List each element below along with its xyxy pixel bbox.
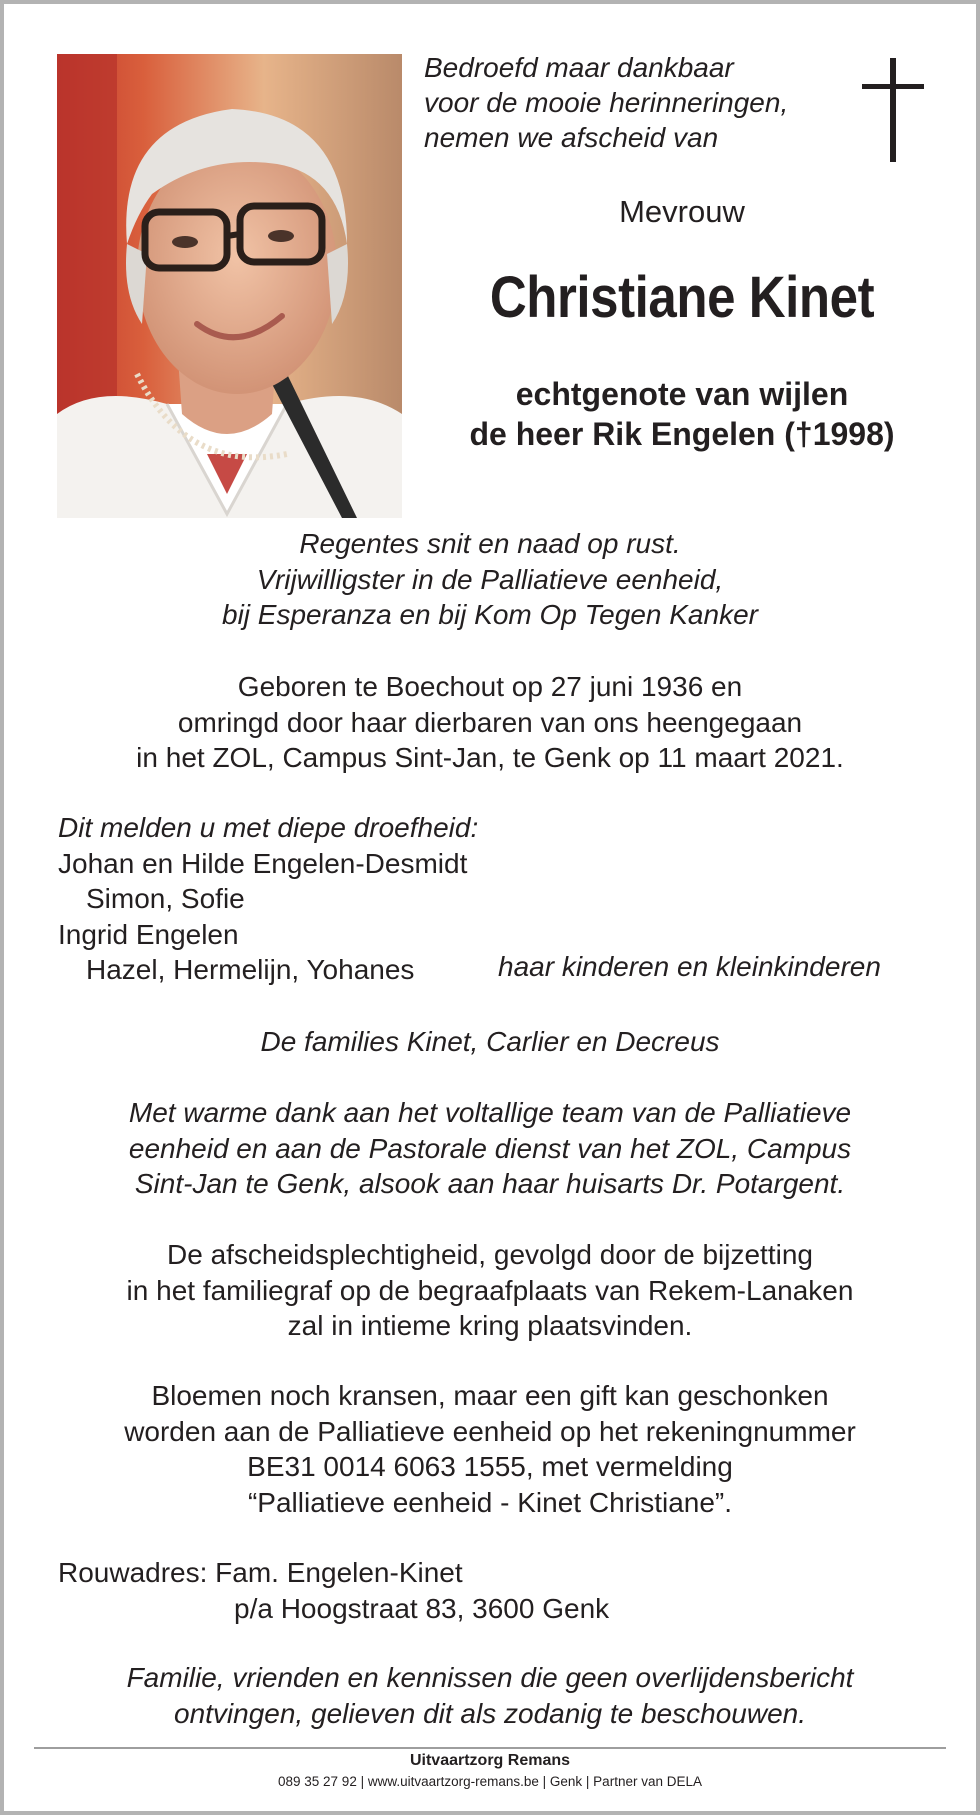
mourning-address: [58, 1555, 609, 1626]
donation-line: BE31 0014 6063 1555, met vermelding: [247, 1451, 733, 1482]
family-line: Ingrid Engelen: [58, 918, 239, 950]
bio-line: Vrijwilligster in de Palliatieve eenheid,: [256, 563, 724, 595]
deceased-name: Christiane Kinet: [489, 265, 875, 330]
donation-line: Bloemen noch kransen, maar een gift kan geschonken: [151, 1380, 829, 1411]
spouse-line: echtgenote van wijlen: [515, 376, 849, 412]
bio-line: Regentes snit en naad op rust.: [299, 528, 681, 559]
footer-divider: [34, 1747, 946, 1749]
closing-line: ontvingen, gelieven dit als zodanig te beschouwen.: [174, 1697, 806, 1729]
donation-text: [40, 1378, 940, 1520]
dates-line: Geboren te Boechout op 27 juni 1936 en: [237, 671, 743, 702]
thanks-line: Sint-Jan te Genk, alsook aan haar huisarts Dr. Potargent.: [134, 1168, 846, 1199]
cross-icon: [862, 58, 924, 162]
portrait-illustration: [57, 54, 402, 518]
mourners-heading: Dit melden u met diepe droefheid:: [58, 812, 479, 843]
funeral-company: Uitvaartzorg Remans: [409, 1752, 571, 1769]
family-line: Johan en Hilde Engelen-Desmidt: [58, 847, 468, 879]
mourners-list: [58, 810, 478, 988]
portrait-photo: [57, 54, 402, 518]
families-line: De families Kinet, Carlier en Decreus: [260, 1026, 720, 1057]
spouse-line: de heer Rik Engelen (†1998): [469, 416, 895, 452]
ceremony-line: in het familiegraf op de begraafplaats van Rekem-Lanaken: [126, 1274, 854, 1306]
closing-text: [40, 1660, 940, 1731]
donation-line: “Palliatieve eenheid - Kinet Christiane”.: [247, 1486, 733, 1518]
ceremony-line: De afscheidsplechtigheid, gevolgd door de bijzetting: [167, 1239, 813, 1270]
dates-text: [40, 669, 940, 776]
intro-line: voor de mooie herinneringen,: [424, 87, 789, 118]
intro-line: nemen we afscheid van: [424, 122, 719, 153]
ceremony-text: [40, 1237, 940, 1344]
closing-line: Familie, vrienden en kennissen die geen overlijdensbericht: [126, 1662, 854, 1693]
grandchildren-line: Hazel, Hermelijn, Yohanes: [86, 954, 415, 985]
bio-line: bij Esperanza en bij Kom Op Tegen Kanker: [222, 599, 758, 630]
grandchildren-line: Simon, Sofie: [86, 883, 245, 914]
salutation: Mevrouw: [619, 194, 745, 229]
address-line: Rouwadres: Fam. Engelen-Kinet: [58, 1557, 463, 1588]
thanks-text: [40, 1095, 940, 1202]
address-line: p/a Hoogstraat 83, 3600 Genk: [234, 1592, 610, 1624]
intro-text: [424, 50, 864, 155]
thanks-line: eenheid en aan de Pastorale dienst van het ZOL, Campus: [128, 1132, 852, 1164]
dates-line: omringd door haar dierbaren van ons heengegaan: [177, 706, 803, 738]
funeral-contact: 089 35 27 92 | www.uitvaartzorg-remans.be | Genk | Partner van DELA: [278, 1774, 702, 1789]
relation-label: haar kinderen en kleinkinderen: [498, 951, 881, 982]
bio-text: [40, 526, 940, 633]
intro-line: Bedroefd maar dankbaar: [424, 52, 734, 83]
donation-line: worden aan de Palliatieve eenheid op het rekeningnummer: [124, 1415, 856, 1447]
dates-line: in het ZOL, Campus Sint-Jan, te Genk op 11 maart 2021.: [136, 742, 844, 773]
spouse-info: [412, 374, 952, 454]
thanks-line: Met warme dank aan het voltallige team van de Palliatieve: [128, 1097, 852, 1128]
ceremony-line: zal in intieme kring plaatsvinden.: [287, 1310, 693, 1341]
